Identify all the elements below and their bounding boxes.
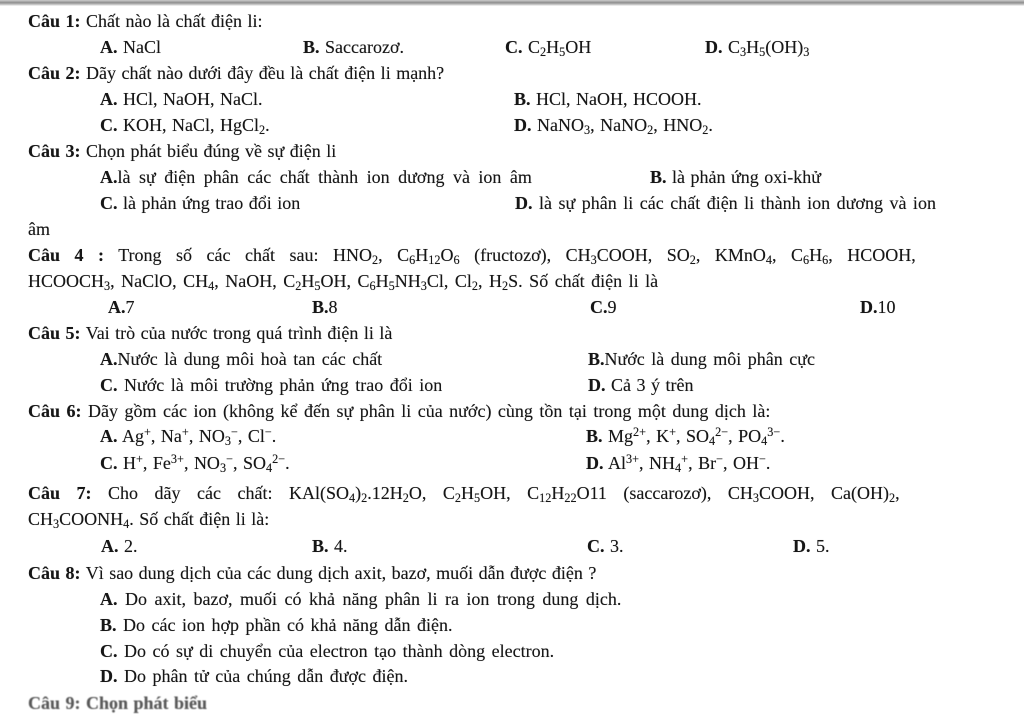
- question-3-label: Câu 3:: [28, 141, 81, 161]
- option-text: Nước là dung môi phân cực: [604, 349, 815, 369]
- option-text: Cả 3 ý trên: [605, 375, 694, 395]
- option-text: là phản ứng oxi-khử: [666, 167, 822, 187]
- option-letter: B.: [303, 37, 320, 57]
- option-text: 5.: [810, 536, 830, 556]
- question-6-option-b: [586, 424, 785, 448]
- question-3-options-row-1: [0, 165, 1024, 189]
- question-3-prompt: Chọn phát biểu đúng về sự điện li: [80, 141, 337, 161]
- question-7-header-line-2: [0, 507, 1024, 531]
- option-text: 9: [607, 297, 617, 317]
- question-1-option-c: [505, 35, 591, 59]
- question-9-partial-text: Câu 9: Chọn phát biểu: [28, 693, 208, 713]
- option-text: là sự điện phân các chất thành ion dương và ion âm: [117, 167, 532, 187]
- question-6-header: [0, 399, 1024, 423]
- question-8-prompt: Vì sao dung dịch của các dung dịch axit, bazơ, muối dẫn được điện ?: [80, 563, 597, 583]
- question-6-options-row-2: [0, 451, 1024, 475]
- question-4-option-c: [590, 295, 617, 319]
- question-6-options-row-1: [0, 424, 1024, 448]
- option-letter: C.: [100, 375, 118, 395]
- question-8-option-row-d: [0, 664, 1024, 688]
- question-5-header: [0, 321, 1024, 345]
- question-8-header: [0, 561, 1024, 585]
- option-text: là sự phân li các chất điện li thành ion dương và ion: [532, 193, 936, 213]
- option-letter: C.: [100, 193, 118, 213]
- question-4-option-a: [108, 295, 135, 319]
- question-3-option-b: [650, 165, 821, 189]
- option-text: Do axit, bazơ, muối có khả năng phân li ra ion trong dung dịch.: [117, 589, 622, 609]
- option-text: Nước là dung môi hoà tan các chất: [117, 349, 383, 369]
- question-8-option-row-c: [0, 639, 1024, 663]
- question-9-cutoff-line: [0, 691, 1024, 715]
- question-4-prompt-2: $HCOOCH_3$, NaClO, $CH_4$, NaOH, $C_2H_5OH$, $C_6H_5NH_3Cl$, $Cl_2$, $H_2S$. Số chất điện li là: [28, 271, 659, 294]
- question-3-options-row-2: [0, 191, 1024, 215]
- question-7-header-line-1: [0, 481, 1024, 505]
- question-8-option-b: [100, 613, 452, 637]
- question-5-options-row-1: [0, 347, 1024, 371]
- option-text: Saccarozơ.: [319, 37, 404, 57]
- question-5-option-d: [588, 373, 693, 397]
- option-text: KOH, NaCl, HgCl$_2$.: [117, 115, 270, 138]
- question-6-prompt: Dãy gồm các ion (không kể đến sự phân li của nước) cùng tồn tại trong một dung dịch là:: [81, 401, 771, 421]
- question-8-label: Câu 8:: [28, 563, 81, 583]
- question-2-option-b: [514, 87, 702, 111]
- option-letter: C.: [100, 453, 118, 473]
- option-letter: C.: [587, 536, 605, 556]
- option-text: là phản ứng trao đổi ion: [117, 193, 301, 213]
- option-letter: D.: [793, 536, 811, 556]
- option-text: Do có sự di chuyển của electron tạo thành dòng electron.: [117, 641, 555, 661]
- option-text: 4.: [328, 536, 348, 556]
- question-2-option-a: [100, 87, 263, 111]
- option-letter: A.: [100, 167, 118, 187]
- option-letter: B.: [312, 536, 329, 556]
- question-2-label: Câu 2:: [28, 63, 81, 83]
- option-letter: D.: [860, 297, 878, 317]
- question-8-option-row-b: [0, 613, 1024, 637]
- question-7-prompt-1: Cho dãy các chất: $KAl(SO_4)_2.12H_2O$, $C_2H_5OH$, $C_{12}H_{22}O11$ (saccarozơ), $CH_3COOH$, $Ca(OH)_2$,: [91, 483, 900, 506]
- question-2-prompt: Dãy chất nào dưới đây đều là chất điện li mạnh?: [80, 63, 445, 83]
- question-5-label: Câu 5:: [28, 323, 81, 343]
- option-letter: C.: [100, 115, 118, 135]
- question-1-prompt: Chất nào là chất điện li:: [80, 11, 263, 31]
- option-text: NaNO$_3$, NaNO$_2$, $HNO_2$.: [531, 115, 713, 138]
- question-2-options-row-2: [0, 113, 1024, 137]
- question-7-label: Câu 7:: [28, 483, 92, 503]
- question-6-option-a: [100, 424, 276, 448]
- option-letter: C.: [505, 37, 523, 57]
- option-letter: A.: [100, 349, 118, 369]
- option-text: 7: [125, 297, 135, 317]
- question-3-header: [0, 139, 1024, 163]
- question-8-option-row-a: [0, 587, 1024, 611]
- option-letter: D.: [514, 115, 532, 135]
- question-5-option-b: [588, 347, 815, 371]
- question-1-option-a: [100, 35, 161, 59]
- question-2-header: [0, 61, 1024, 85]
- question-6-label: Câu 6:: [28, 401, 82, 421]
- option-text: $C_2H_5OH$: [522, 37, 592, 60]
- question-5-option-a: [100, 347, 382, 371]
- question-7-option-c: [587, 534, 624, 558]
- option-text: 10: [877, 297, 896, 317]
- question-7-option-a: [101, 534, 138, 558]
- question-4-label: Câu 4 :: [28, 245, 105, 265]
- option-letter: B.: [588, 349, 605, 369]
- question-5-options-row-2: [0, 373, 1024, 397]
- option-text: HCl, NaOH, HCOOH.: [530, 89, 702, 109]
- question-5-option-c: [100, 373, 442, 397]
- option-letter: A.: [100, 89, 118, 109]
- question-1-options-row: [0, 35, 1024, 59]
- question-8-option-c: [100, 639, 554, 663]
- option-letter: B.: [514, 89, 531, 109]
- question-3-option-a: [100, 165, 532, 189]
- option-letter: A.: [100, 589, 118, 609]
- question-1-label: Câu 1:: [28, 11, 81, 31]
- question-3-option-c: [100, 191, 300, 215]
- question-1-option-b: [303, 35, 404, 59]
- question-7-prompt-2: $CH_3COONH_4$. Số chất điện li là:: [28, 509, 270, 532]
- question-4-prompt-1: Trong số các chất sau: $HNO_2$, $C_6H_{12}O_6$ (fructozơ), $CH_3COOH$, $SO_2$, KMnO$_4$, $C_6H_6$, HCOOH,: [104, 245, 916, 268]
- option-letter: B.: [100, 615, 117, 635]
- option-letter: A.: [101, 536, 119, 556]
- option-letter: B.: [586, 426, 603, 446]
- question-4-options-row: [0, 295, 1024, 319]
- question-2-option-d: [514, 113, 713, 137]
- option-letter: B.: [650, 167, 667, 187]
- question-3-option-d: [515, 191, 936, 215]
- option-letter: A.: [100, 426, 118, 446]
- option-letter: C.: [590, 297, 608, 317]
- question-4-option-d: [860, 295, 896, 319]
- question-7-options-row: [0, 534, 1024, 558]
- question-4-header-line-1: [0, 243, 1024, 267]
- option-text: 3.: [604, 536, 624, 556]
- question-1-option-d: [705, 35, 809, 59]
- question-4-option-b: [312, 295, 338, 319]
- question-4-header-line-2: [0, 269, 1024, 293]
- option-letter: D.: [100, 666, 118, 686]
- continuation-text: âm: [28, 219, 50, 239]
- question-3-option-d-continuation: [0, 217, 1024, 241]
- option-letter: A.: [108, 297, 126, 317]
- option-text: 2.: [118, 536, 138, 556]
- option-letter: D.: [705, 37, 723, 57]
- option-text: NaCl: [117, 37, 161, 57]
- option-text: Do các ion hợp phần có khả năng dẫn điện.: [116, 615, 453, 635]
- option-text: $Mg^{2+}$, K+, $SO_4^{2-}$, $PO_4^{3-}$.: [602, 424, 785, 449]
- option-letter: B.: [312, 297, 329, 317]
- question-1-header: [0, 9, 1024, 33]
- option-text: 8: [328, 297, 338, 317]
- option-text: H+, $Fe^{3+}$, $NO_3^-$, $SO_4^{2-}$.: [117, 451, 290, 476]
- question-8-option-a: [100, 587, 621, 611]
- option-text: Do phân tử của chúng dẫn được điện.: [117, 666, 408, 686]
- option-letter: D.: [515, 193, 533, 213]
- question-2-option-c: [100, 113, 270, 137]
- question-6-option-c: [100, 451, 290, 475]
- option-letter: D.: [588, 375, 606, 395]
- option-letter: D.: [586, 453, 604, 473]
- question-2-options-row-1: [0, 87, 1024, 111]
- question-8-option-d: [100, 664, 408, 688]
- option-text: Nước là môi trường phản ứng trao đổi ion: [117, 375, 443, 395]
- question-7-option-b: [312, 534, 348, 558]
- question-5-prompt: Vai trò của nước trong quá trình điện li là: [80, 323, 393, 343]
- option-text: HCl, NaOH, NaCl.: [117, 89, 263, 109]
- scan-edge-strip: [0, 0, 1024, 6]
- option-letter: C.: [100, 641, 118, 661]
- option-text: $Al^{3+}$, $NH_4^+$, Br−, OH−.: [603, 451, 771, 476]
- option-text: Ag+, Na+, $NO_3^-$, Cl−.: [117, 424, 277, 449]
- option-letter: A.: [100, 37, 118, 57]
- question-7-option-d: [793, 534, 830, 558]
- option-text: $C_3H_5(OH)_3$: [722, 37, 810, 60]
- question-6-option-d: [586, 451, 770, 475]
